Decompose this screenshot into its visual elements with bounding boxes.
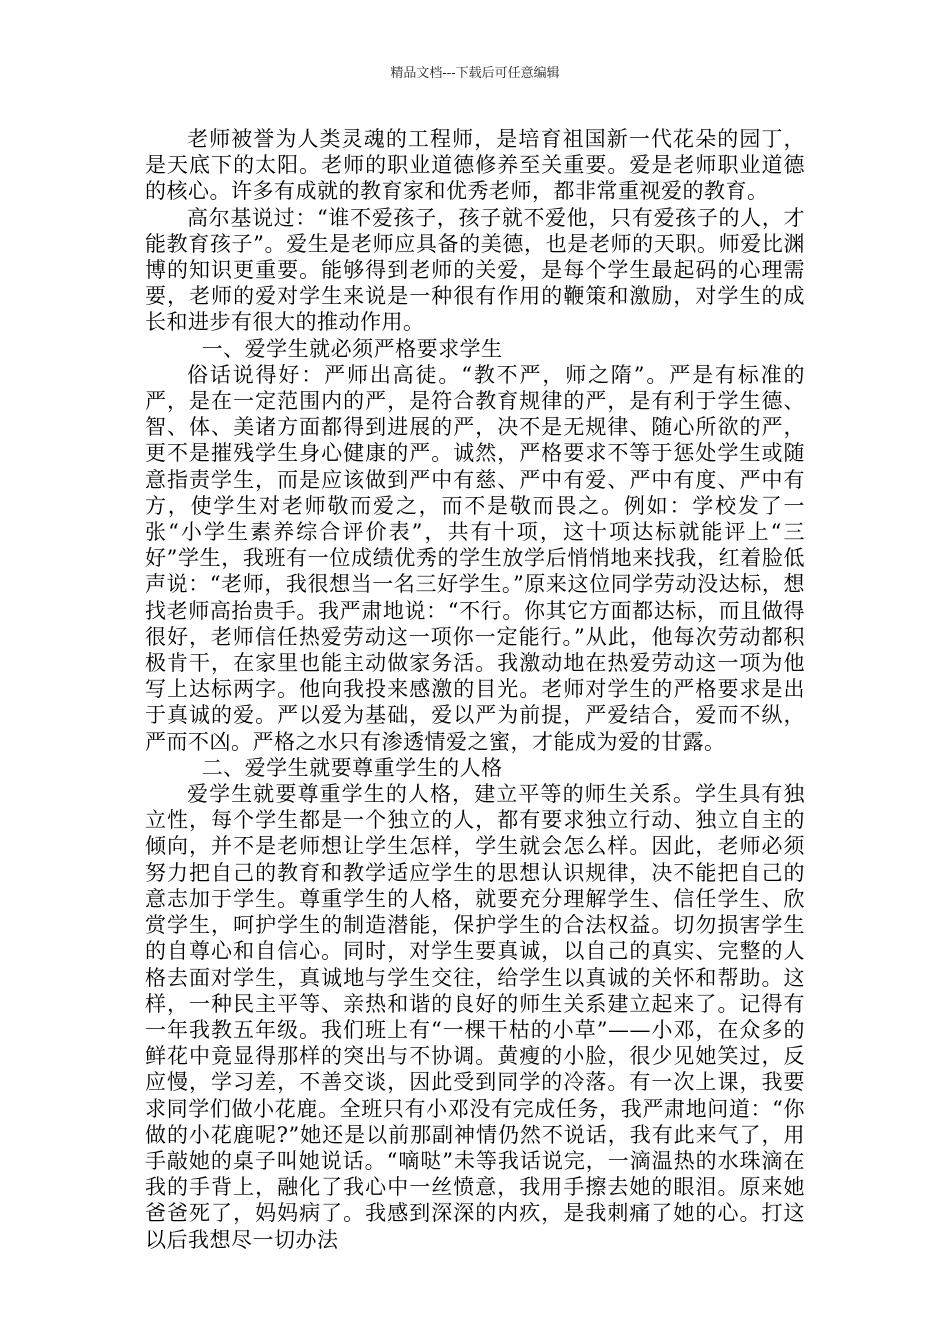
paragraph-strict-requirements: 俗话说得好：严师出高徒。“教不严，师之隋”。严是有标准的严，是在一定范围内的严，是符合教育规律的严，是有利于学生德、智、体、美诸方面都得到进展的严，决不是无规律、随心所欲的严，更不是摧残学生身心健康的严。诚然，严格要求不等于惩处学生或随意指责学生，而是应该做到严中有慈、严中有爱、严中有度、严中有方，使学生对老师敬而爱之，而不是敬而畏之。例如：学校发了一张“小学生素养综合评价表”，共有十项，这十项达标就能评上“三好”学生，我班有一位成绩优秀的学生放学后悄悄地来找我，红着脸低声说：“老师，我很想当一名三好学生。”原来这位同学劳动没达标，想找老师高抬贵手。我严肃地说：“不行。你其它方面都达标，而且做得很好，老师信任热爱劳动这一项你一定能行。”从此，他每次劳动都积极肯干，在家里也能主动做家务活。我激动地在热爱劳动这一项为他写上达标两字。他向我投来感激的目光。老师对学生的严格要求是出于真诚的爱。严以爱为基础，爱以严为前提，严爱结合，爱而不纵，严而不凶。严格之水只有渗透情爱之蜜，才能成为爱的甘露。 — [145, 362, 805, 754]
page-header: 精品文档---下载后可任意编辑 — [390, 66, 560, 81]
paragraph-gorky-quote: 高尔基说过：“谁不爱孩子，孩子就不爱他，只有爱孩子的人，才能教育孩子”。爱生是老师应具备的美德，也是老师的天职。师爱比渊博的知识更重要。能够得到老师的关爱，是每个学生最起码的心理需要，老师的爱对学生来说是一种很有作用的鞭策和激励，对学生的成长和进步有很大的推动作用。 — [145, 205, 805, 335]
section-heading-1: 一、爱学生就必须严格要求学生 — [201, 336, 503, 361]
section-heading-2: 二、爱学生就要尊重学生的人格 — [201, 755, 503, 780]
paragraph-intro: 老师被誉为人类灵魂的工程师，是培育祖国新一代花朵的园丁，是天底下的太阳。老师的职业道德修养至关重要。爱是老师职业道德的核心。许多有成就的教育家和优秀老师，都非常重视爱的教育。 — [145, 127, 805, 204]
document-body — [145, 126, 805, 1253]
paragraph-respect-personality: 爱学生就要尊重学生的人格，建立平等的师生关系。学生具有独立性，每个学生都是一个独立的人，都有要求独立行动、独立自主的倾向，并不是老师想让学生怎样，学生就会怎么样。因此，老师必须努力把自己的教育和教学适应学生的思想认识规律，决不能把自己的意志加于学生。尊重学生的人格，就要充分理解学生、信任学生、欣赏学生，呵护学生的制造潜能，保护学生的合法权益。切勿损害学生的自尊心和自信心。同时，对学生要真诚，以自己的真实、完整的人格去面对学生，真诚地与学生交往，给学生以真诚的关怀和帮助。这样，一种民主平等、亲热和谐的良好的师生关系建立起来了。记得有一年我教五年级。我们班上有“一棵干枯的小草”——小邓，在众多的鲜花中竟显得那样的突出与不协调。黄瘦的小脸，很少见她笑过，反应慢，学习差，不善交谈，因此受到同学的冷落。有一次上课，我要求同学们做小花鹿。全班只有小邓没有完成任务，我严肃地问道：“你做的小花鹿呢?”她还是以前那副神情仍然不说话，我有此来气了，用手敲她的桌子叫她说话。“嘀哒”未等我话说完，一滴温热的水珠滴在我的手背上，融化了我心中一丝愤意，我用手擦去她的眼泪。原来她爸爸死了，妈妈病了。我感到深深的内疚，是我刺痛了她的心。打这以后我想尽一切办法 — [145, 782, 805, 1252]
